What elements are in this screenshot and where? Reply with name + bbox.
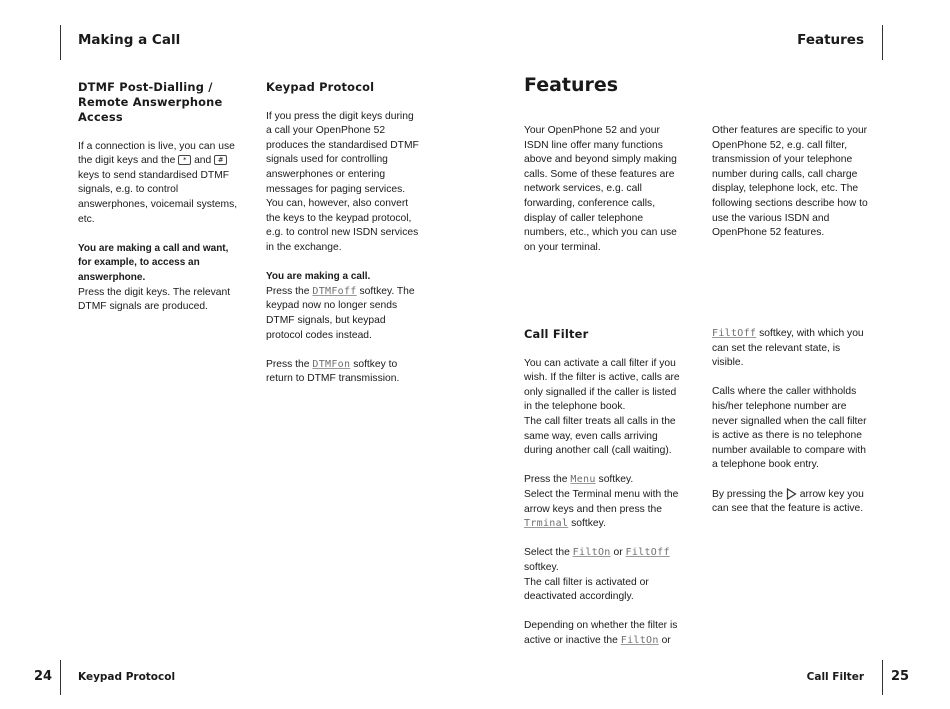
page-title-features: Features [524,74,619,96]
star-key-icon: * [178,155,191,165]
features-intro-col2 [712,124,868,241]
paragraph-dtmf-action: Press the digit keys. The relevant DTMF signals are produced. [78,286,231,313]
text: softkey. [598,474,634,486]
running-header-right: Features [797,32,864,48]
header-rule-right [882,25,883,60]
text: arrow key you can see that the feature is active. [712,488,864,515]
text: By pressing the [712,488,783,500]
paragraph-cf-intro: You can activate a call filter if you wish. If the filter is active, calls are only signalled if the caller is listed in the telephone book. [524,357,680,413]
text: Press the [524,474,568,486]
text: softkey, with which you can set the relevant state, is visible. [712,328,864,369]
text: Select the [524,547,570,559]
paragraph-cf-activated: The call filter is activated or deactivated accordingly. [524,576,649,603]
paragraph-cf-terminal [524,488,680,532]
softkey-filton: FiltOn [572,547,611,559]
paragraph-features-specific: Other features are specific to your OpenPhone 52, e.g. call filter, transmission of your telephone number during calls, call charge display, telephone lock, etc. The following sections describe how to use the various ISDN and OpenPhone 52 features. [712,125,868,239]
heading-keypad-protocol: Keypad Protocol [266,80,375,94]
paragraph-cf-arrow [712,488,868,517]
softkey-filtoff: FiltOff [712,328,757,339]
text: Press the [266,285,310,297]
text: or [613,547,623,559]
paragraph-cf-withheld: Calls where the caller withholds his/her telephone number are never signalled when the call filter is active as there is no telephone number available to compare with a telephone book entry. [712,386,867,471]
text: softkey. [571,518,606,530]
paragraph-keypad-off [266,285,422,343]
paragraph-features-intro: Your OpenPhone 52 and your ISDN line offer many functions above and beyond simply making calls. Some of these features are network services, e.g. call forwarding, conference calls, display of caller telephone numbers, etc., which you can use on your terminal. [524,125,677,253]
softkey-menu: Menu [570,474,596,486]
page-number-left: 24 [34,669,53,684]
footer-section-left: Keypad Protocol [78,671,176,683]
right-arrow-key-icon [786,488,797,500]
footer-rule-right [882,660,883,695]
text: Depending on whether the filter is active or inactive the [524,620,678,646]
heading-call-filter: Call Filter [524,327,589,341]
paragraph-cf-waiting: The call filter treats all calls in the same way, even calls arriving during another call (call waiting). [524,415,676,457]
footer-rule-left [60,660,61,695]
text: Press the [266,358,310,370]
paragraph-dtmf-intro [78,140,238,228]
column-dtmf [78,80,238,315]
text: softkey to return to DTMF transmission. [266,358,400,385]
text: If a connection is live, you can use the digit keys and the [78,140,235,167]
softkey-trminal: Trminal [524,518,569,530]
footer-section-right: Call Filter [806,671,864,683]
instruction-situation: You are making a call. [266,271,371,283]
text: and [194,155,212,167]
hash-key-icon: # [214,155,227,165]
paragraph-cf-menu [524,473,680,488]
column-call-filter-1 [524,327,680,648]
column-keypad [266,80,422,387]
page-number-right: 25 [891,669,910,684]
running-header-left: Making a Call [78,32,181,48]
softkey-dtmfon: DTMFon [312,358,351,370]
text: keys to send standardised DTMF signals, e.g. to control answerphones, voicemail systems, etc. [78,169,238,225]
features-intro-col1 [524,124,680,255]
text: or [661,634,671,646]
softkey-dtmfoff: DTMFoff [312,285,357,297]
paragraph-keypad-intro: If you press the digit keys during a call your OpenPhone 52 produces the standardised DTMF signals used for controlling answerphones or entering messages for paging services. You can, however, also convert the keys to the keypad protocol, e.g. to control new ISDN services in the exchange. [266,110,419,253]
heading-dtmf: DTMF Post-Dialling / Remote Answerphone Access [78,80,223,124]
paragraph-cf-softkey-state [712,327,868,371]
header-rule-left [60,25,61,60]
instruction-situation: You are making a call and want, for example, to access an answerphone. [78,242,229,283]
paragraph-cf-select [524,546,680,575]
column-call-filter-2 [712,327,868,517]
softkey-filtoff: FiltOff [625,547,670,559]
text: softkey. [524,561,559,573]
text: softkey. The keypad now no longer sends DTMF signals, but keypad protocol codes instead. [266,285,415,341]
paragraph-cf-depending [524,619,680,648]
paragraph-keypad-on [266,358,422,387]
softkey-filton: FiltOn [620,634,659,646]
text: Select the Terminal menu with the arrow keys and then press the [524,488,679,515]
